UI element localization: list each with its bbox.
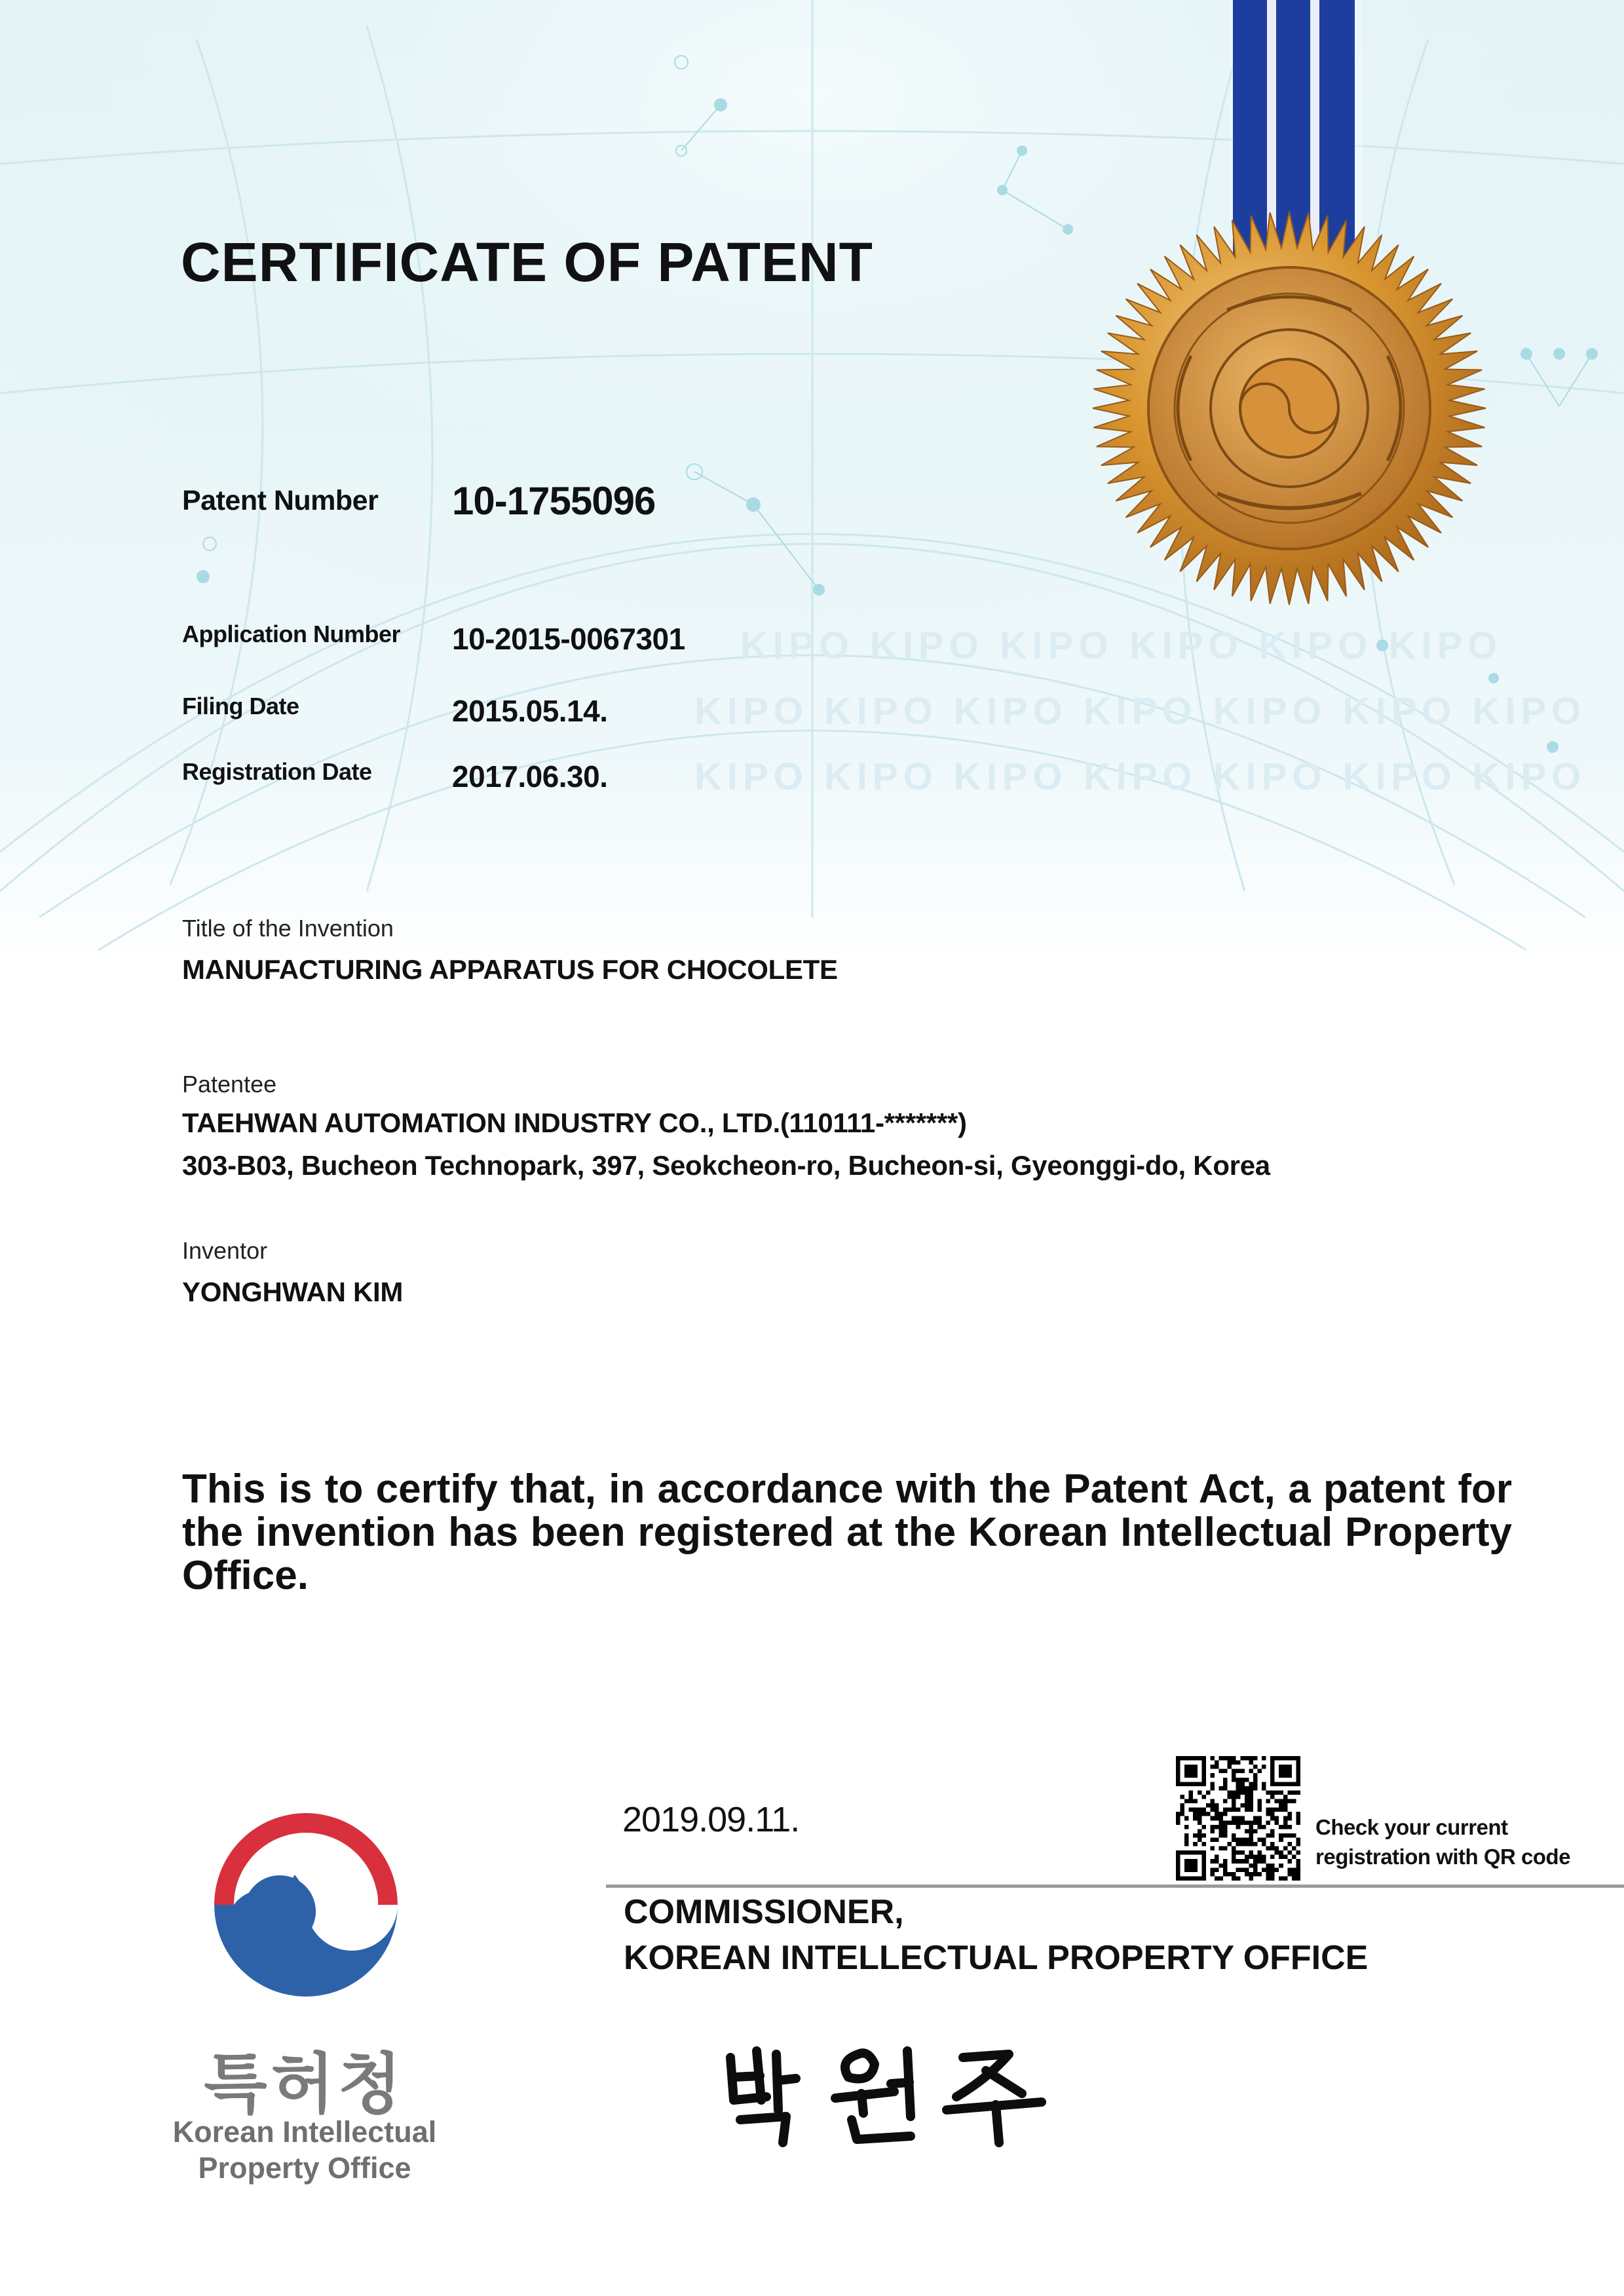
inventor-caption: Inventor [182, 1237, 268, 1264]
certificate-title: CERTIFICATE OF PATENT [181, 231, 873, 293]
filing-date-value: 2015.05.14. [452, 694, 608, 728]
qr-code-icon[interactable] [1176, 1756, 1300, 1881]
kipo-english-line1: Korean Intellectual [172, 2115, 437, 2149]
divider-line [606, 1885, 1624, 1888]
registration-date-value: 2017.06.30. [452, 759, 608, 794]
invention-title-caption: Title of the Invention [182, 915, 394, 942]
application-number-value: 10-2015-0067301 [452, 622, 685, 656]
kipo-korean-name: 특허청 [204, 2046, 406, 2122]
svg-text:KIPO KIPO KIPO KIPO KIPO KIPO: KIPO KIPO KIPO KIPO KIPO KIPO KIPO [694, 690, 1587, 733]
patentee-name: TAEHWAN AUTOMATION INDUSTRY CO., LTD.(110111-*******) [182, 1107, 967, 1138]
svg-text:KIPO KIPO KIPO KIPO KIPO KIPO: KIPO KIPO KIPO KIPO KIPO KIPO KIPO [694, 756, 1587, 798]
patentee-caption: Patentee [182, 1071, 277, 1098]
commissioner-office: KOREAN INTELLECTUAL PROPERTY OFFICE [624, 1939, 1369, 1977]
svg-text:KIPO KIPO KIPO KIPO KIPO KIPO: KIPO KIPO KIPO KIPO KIPO KIPO [740, 624, 1503, 667]
commissioner-title: COMMISSIONER, [624, 1893, 904, 1931]
patent-number-label: Patent Number [182, 485, 379, 516]
gold-seal-icon [1086, 205, 1492, 611]
certification-statement: This is to certify that, in accordance with the Patent Act, a patent for the invention has been registered at the Korean Intellectual Property Office. [182, 1466, 1512, 1598]
issue-date: 2019.09.11. [622, 1800, 800, 1839]
kipo-english-line2: Property Office [198, 2151, 411, 2185]
registration-date-label: Registration Date [182, 758, 372, 785]
taeguk-logo-icon [211, 1810, 401, 2000]
inventor-name: YONGHWAN KIM [182, 1276, 404, 1307]
filing-date-label: Filing Date [182, 693, 299, 719]
patentee-address: 303-B03, Bucheon Technopark, 397, Seokcheon-ro, Bucheon-si, Gyeonggi-do, Korea [182, 1150, 1270, 1181]
application-number-label: Application Number [182, 621, 401, 647]
qr-note-line1: Check your current [1315, 1815, 1508, 1839]
qr-note-line2: registration with QR code [1315, 1845, 1571, 1869]
patent-number-value: 10-1755096 [452, 479, 656, 523]
invention-title-value: MANUFACTURING APPARATUS FOR CHOCOLETE [182, 954, 838, 985]
